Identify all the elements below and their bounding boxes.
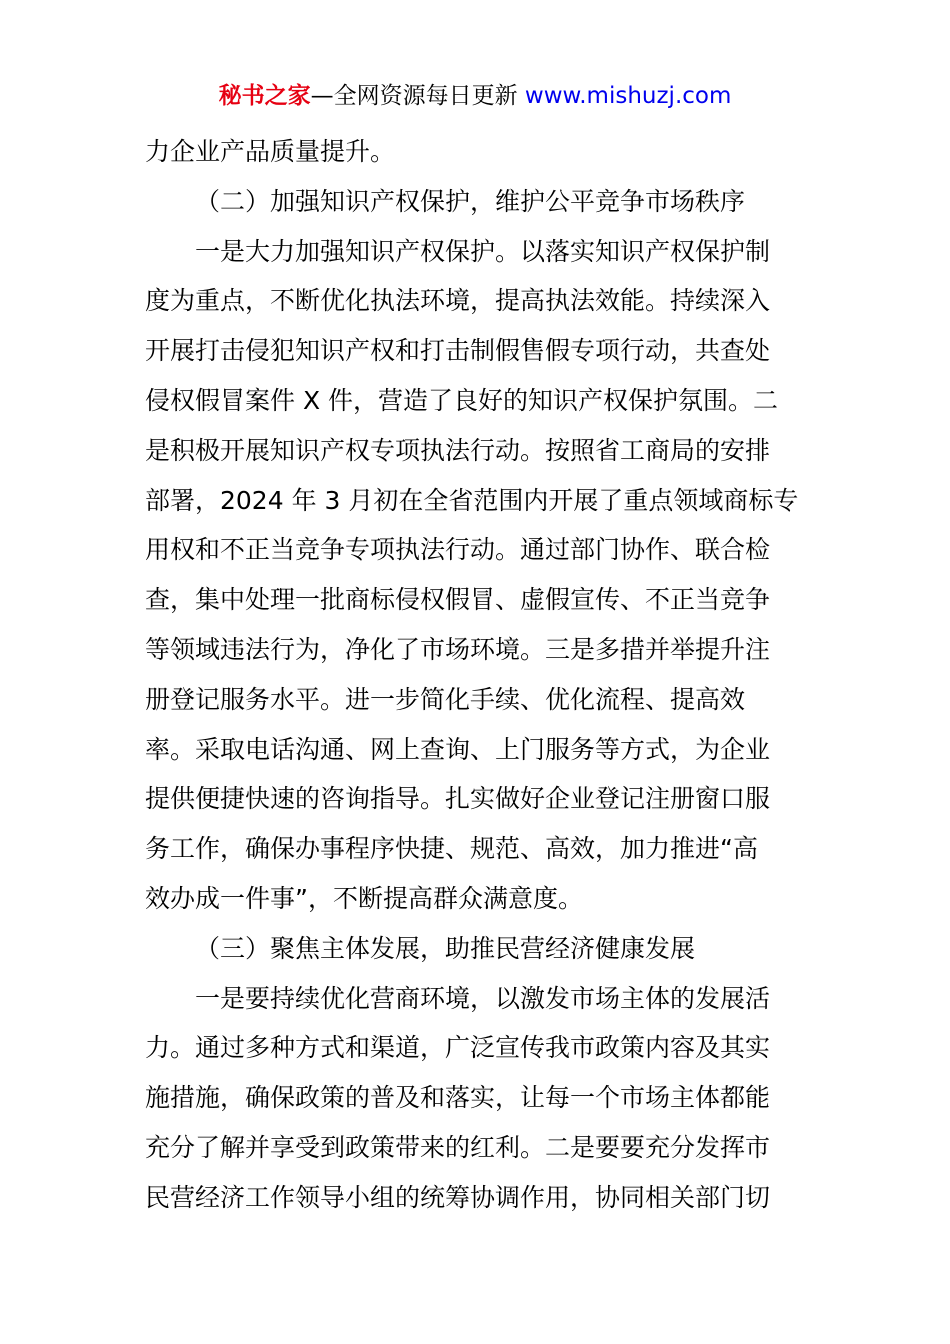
paragraph-line: 力。通过多种方式和渠道，广泛宣传我市政策内容及其实 <box>145 1033 771 1063</box>
paragraph-line: 一是大力加强知识产权保护。以落实知识产权保护制 <box>195 236 771 266</box>
section-heading: （三）聚焦主体发展，助推民营经济健康发展 <box>195 933 696 963</box>
paragraph-line: 一是要持续优化营商环境，以激发市场主体的发展活 <box>195 983 771 1013</box>
section-heading: （二）加强知识产权保护，维护公平竞争市场秩序 <box>195 186 746 216</box>
paragraph-line: 是积极开展知识产权专项执法行动。按照省工商局的安排 <box>145 435 771 465</box>
brand-name: 秘书之家 <box>218 83 311 109</box>
paragraph-line: 民营经济工作领导小组的统筹协调作用，协同相关部门切 <box>145 1182 771 1212</box>
paragraph-line: 等领域违法行为，净化了市场环境。三是多措并举提升注 <box>145 634 771 664</box>
paragraph-line: 部署，2024 年 3 月初在全省范围内开展了重点领域商标专 <box>145 485 799 515</box>
header-url-link[interactable]: www.mishuzj.com <box>524 83 732 109</box>
paragraph-line: 务工作，确保办事程序快捷、规范、高效，加力推进“高 <box>145 834 758 864</box>
page-header <box>0 78 950 114</box>
paragraph-line: 用权和不正当竞争专项执法行动。通过部门协作、联合检 <box>145 535 771 565</box>
paragraph-line: 效办成一件事”，不断提高群众满意度。 <box>145 883 583 913</box>
paragraph-line: 力企业产品质量提升。 <box>145 137 396 166</box>
paragraph-line: 侵权假冒案件 X 件，营造了良好的知识产权保护氛围。二 <box>145 385 779 415</box>
paragraph-line: 度为重点，不断优化执法环境，提高执法效能。持续深入 <box>145 286 771 316</box>
paragraph-line: 提供便捷快速的咨询指导。扎实做好企业登记注册窗口服 <box>145 784 771 814</box>
header-tagline: —全网资源每日更新 <box>310 83 518 109</box>
paragraph-line: 充分了解并享受到政策带来的红利。二是要要充分发挥市 <box>145 1132 771 1162</box>
paragraph-line: 施措施，确保政策的普及和落实，让每一个市场主体都能 <box>145 1083 771 1113</box>
paragraph-line: 开展打击侵犯知识产权和打击制假售假专项行动，共查处 <box>145 336 771 366</box>
paragraph-line: 率。采取电话沟通、网上查询、上门服务等方式，为企业 <box>145 734 771 764</box>
document-body <box>145 127 809 1223</box>
paragraph-line: 查，集中处理一批商标侵权假冒、虚假宣传、不正当竞争 <box>145 585 771 615</box>
paragraph-line: 册登记服务水平。进一步简化手续、优化流程、提高效 <box>145 684 746 714</box>
